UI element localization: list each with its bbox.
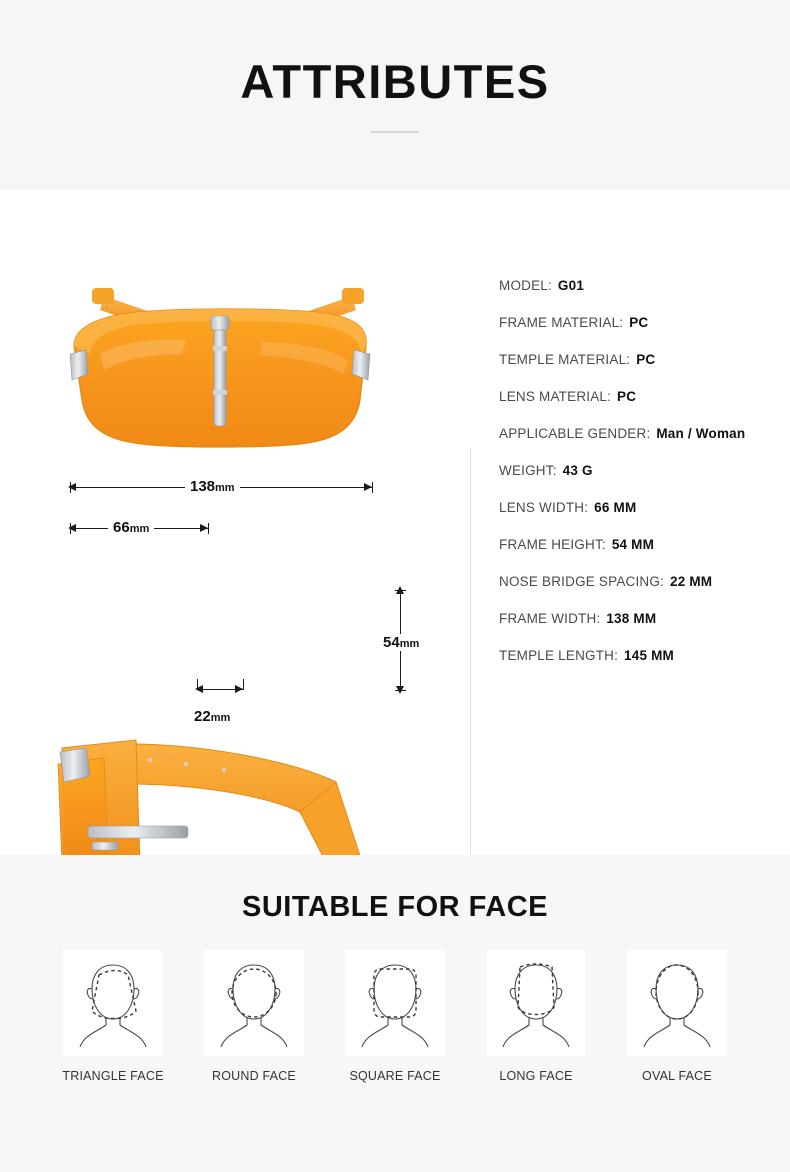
title-underline-divider <box>371 131 419 133</box>
round-face-icon <box>211 955 297 1051</box>
spec-key: LENS MATERIAL: <box>499 389 612 404</box>
spec-key: TEMPLE LENGTH: <box>499 648 619 663</box>
spec-value: 54 MM <box>611 537 655 552</box>
face-thumb-oval <box>627 950 727 1056</box>
spec-key: NOSE BRIDGE SPACING: <box>499 574 665 589</box>
spec-row-model <box>499 278 784 293</box>
long-face-icon <box>493 955 579 1051</box>
spec-row-lens-material <box>499 389 784 404</box>
face-item-long <box>477 950 595 1083</box>
spec-row-temple-material <box>499 352 784 367</box>
face-shape-list <box>0 950 790 1083</box>
face-label-triangle: TRIANGLE FACE <box>62 1069 164 1083</box>
face-label-round: ROUND FACE <box>212 1069 296 1083</box>
face-thumb-long <box>486 950 586 1056</box>
spec-row-frame-height <box>499 537 784 552</box>
header-banner <box>0 0 790 190</box>
square-face-icon <box>352 955 438 1051</box>
dim-cap-left-frame-width <box>70 482 71 493</box>
spec-key: LENS WIDTH: <box>499 500 589 515</box>
spec-row-frame-width <box>499 611 784 626</box>
oval-face-icon <box>634 955 720 1051</box>
spec-value: 145 MM <box>624 648 674 663</box>
spec-key: WEIGHT: <box>499 463 557 478</box>
face-item-triangle <box>54 950 172 1083</box>
dim-label-frame-width: 138mm <box>185 478 240 495</box>
dim-label-nose-bridge: 22mm <box>189 708 235 725</box>
spec-value: 43 G <box>562 463 593 478</box>
spec-row-applicable-gender <box>499 426 784 441</box>
spec-value: G01 <box>557 278 585 293</box>
spec-key: MODEL: <box>499 278 552 293</box>
dim-cap-right-lens-width <box>208 523 209 534</box>
spec-row-temple-length <box>499 648 784 663</box>
dim-cap-right-frame-width <box>372 482 373 493</box>
dim-label-frame-height: 54mm <box>378 634 424 651</box>
face-label-long: LONG FACE <box>499 1069 573 1083</box>
dim-arrow-right-nose-bridge <box>235 685 243 693</box>
spec-value: 138 MM <box>606 611 657 626</box>
spec-key: FRAME HEIGHT: <box>499 537 606 552</box>
attributes-section <box>0 190 790 855</box>
spec-row-nose-bridge-spacing <box>499 574 784 589</box>
face-item-square <box>336 950 454 1083</box>
spec-value: PC <box>617 389 637 404</box>
face-label-oval: OVAL FACE <box>642 1069 712 1083</box>
spec-row-frame-material <box>499 315 784 330</box>
dim-arrow-right-lens-width <box>200 524 208 532</box>
dim-cap-left-nose-bridge <box>197 679 198 690</box>
spec-key: APPLICABLE GENDER: <box>499 426 651 441</box>
face-thumb-round <box>204 950 304 1056</box>
spec-value: PC <box>629 315 649 330</box>
dim-cap-right-nose-bridge <box>243 679 244 690</box>
spec-key: TEMPLE MATERIAL: <box>499 352 631 367</box>
dim-cap-bottom-frame-height <box>395 690 406 691</box>
page-title: ATTRIBUTES <box>240 54 550 108</box>
sunglasses-front-view <box>0 250 470 630</box>
dim-label-lens-width: 66mm <box>108 519 154 536</box>
spec-value: 66 MM <box>594 500 637 515</box>
face-thumb-triangle <box>63 950 163 1056</box>
spec-value: 22 MM <box>669 574 713 589</box>
spec-value: Man / Woman <box>656 426 746 441</box>
spec-key: FRAME MATERIAL: <box>499 315 624 330</box>
product-illustrations <box>0 190 470 855</box>
face-item-oval <box>618 950 736 1083</box>
spec-row-weight <box>499 463 784 478</box>
dim-arrow-right-frame-width <box>364 483 372 491</box>
spec-list <box>499 278 784 685</box>
suitable-for-face-section <box>0 855 790 1172</box>
face-thumb-square <box>345 950 445 1056</box>
triangle-face-icon <box>70 955 156 1051</box>
dim-cap-top-frame-height <box>395 590 406 591</box>
face-label-square: SQUARE FACE <box>349 1069 441 1083</box>
dim-cap-left-lens-width <box>70 523 71 534</box>
spec-row-lens-width <box>499 500 784 515</box>
face-item-round <box>195 950 313 1083</box>
spec-key: FRAME WIDTH: <box>499 611 601 626</box>
faces-section-title: SUITABLE FOR FACE <box>241 891 549 923</box>
spec-value: PC <box>636 352 656 367</box>
